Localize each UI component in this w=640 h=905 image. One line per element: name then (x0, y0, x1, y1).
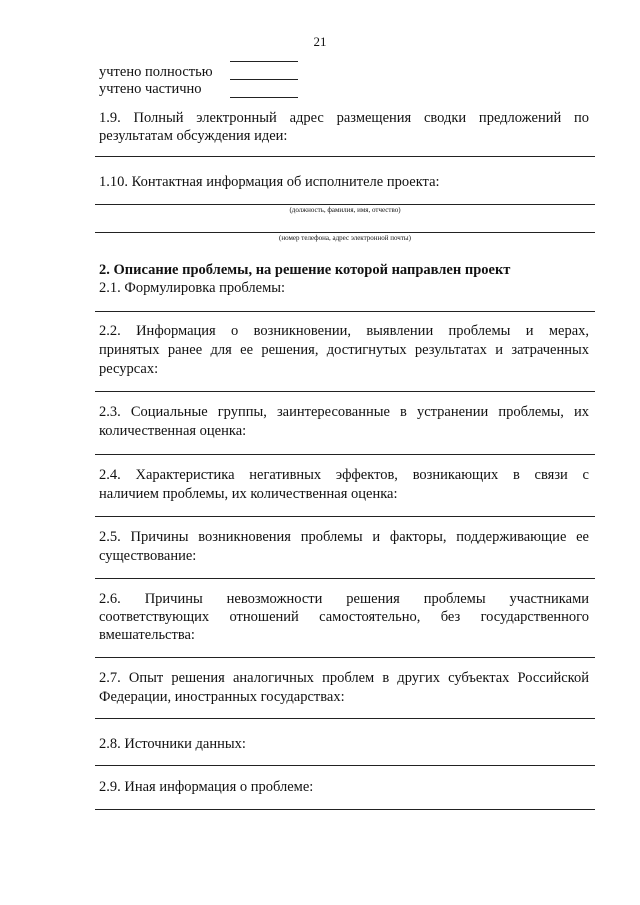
s2-3-line1: 2.3. Социальные группы, заинтересованные в устранении проблемы, их (99, 404, 589, 420)
page-number: 21 (313, 34, 327, 49)
s2-8-answer-line (95, 765, 595, 766)
s2-2-line3: ресурсах: (99, 361, 159, 377)
s1-10-caption-contacts: (номер телефона, адрес электронной почты) (279, 234, 411, 242)
s2-4-answer-line (95, 516, 595, 517)
s2-5-line2: существование: (99, 548, 197, 564)
accounted-partial-label: учтено частично (99, 81, 202, 97)
section-2-heading: 2. Описание проблемы, на решение которой направлен проект (99, 262, 511, 278)
s2-3-line2: количественная оценка: (99, 423, 247, 439)
s2-1-text: 2.1. Формулировка проблемы: (99, 280, 286, 296)
s2-5-line1: 2.5. Причины возникновения проблемы и факторы, поддерживающие ее (99, 529, 589, 545)
s2-6-line2: соответствующих отношений самостоятельно, без государственного (99, 609, 589, 625)
s1-10-answer-line1 (95, 204, 595, 205)
s2-5-answer-line (95, 578, 595, 579)
s2-2-line1: 2.2. Информация о возникновении, выявлении проблемы и мерах, (99, 323, 589, 339)
s2-8-text: 2.8. Источники данных: (99, 736, 246, 752)
s2-4-line2: наличием проблемы, их количественная оценка: (99, 486, 398, 502)
s2-4-line1: 2.4. Характеристика негативных эффектов, возникающих в связи с (99, 467, 589, 483)
s1-9-line1: 1.9. Полный электронный адрес размещения сводки предложений по (99, 110, 589, 126)
s1-10-answer-line2 (95, 232, 595, 233)
s2-7-line2: Федерации, иностранных государствах: (99, 689, 345, 705)
accounted-full-blank (230, 79, 298, 80)
s2-9-answer-line (95, 809, 595, 810)
blank-line-top (230, 61, 298, 62)
s2-9-text: 2.9. Иная информация о проблеме: (99, 779, 314, 795)
accounted-full-label: учтено полностью (99, 64, 213, 80)
s1-10-caption-position: (должность, фамилия, имя, отчество) (289, 206, 401, 214)
s1-10-text: 1.10. Контактная информация об исполнителе проекта: (99, 174, 440, 190)
s2-1-answer-line (95, 311, 595, 312)
accounted-partial-blank (230, 97, 298, 98)
s1-9-answer-line (95, 156, 595, 157)
s2-2-line2: принятых ранее для ее решения, достигнутых результатах и затраченных (99, 342, 589, 358)
s2-3-answer-line (95, 454, 595, 455)
s2-7-line1: 2.7. Опыт решения аналогичных проблем в других субъектах Российской (99, 670, 589, 686)
s2-6-line3: вмешательства: (99, 627, 195, 643)
s1-9-line2: результатам обсуждения идеи: (99, 128, 288, 144)
s2-7-answer-line (95, 718, 595, 719)
s2-6-line1: 2.6. Причины невозможности решения проблемы участниками (99, 591, 589, 607)
s2-2-answer-line (95, 391, 595, 392)
s2-6-answer-line (95, 657, 595, 658)
